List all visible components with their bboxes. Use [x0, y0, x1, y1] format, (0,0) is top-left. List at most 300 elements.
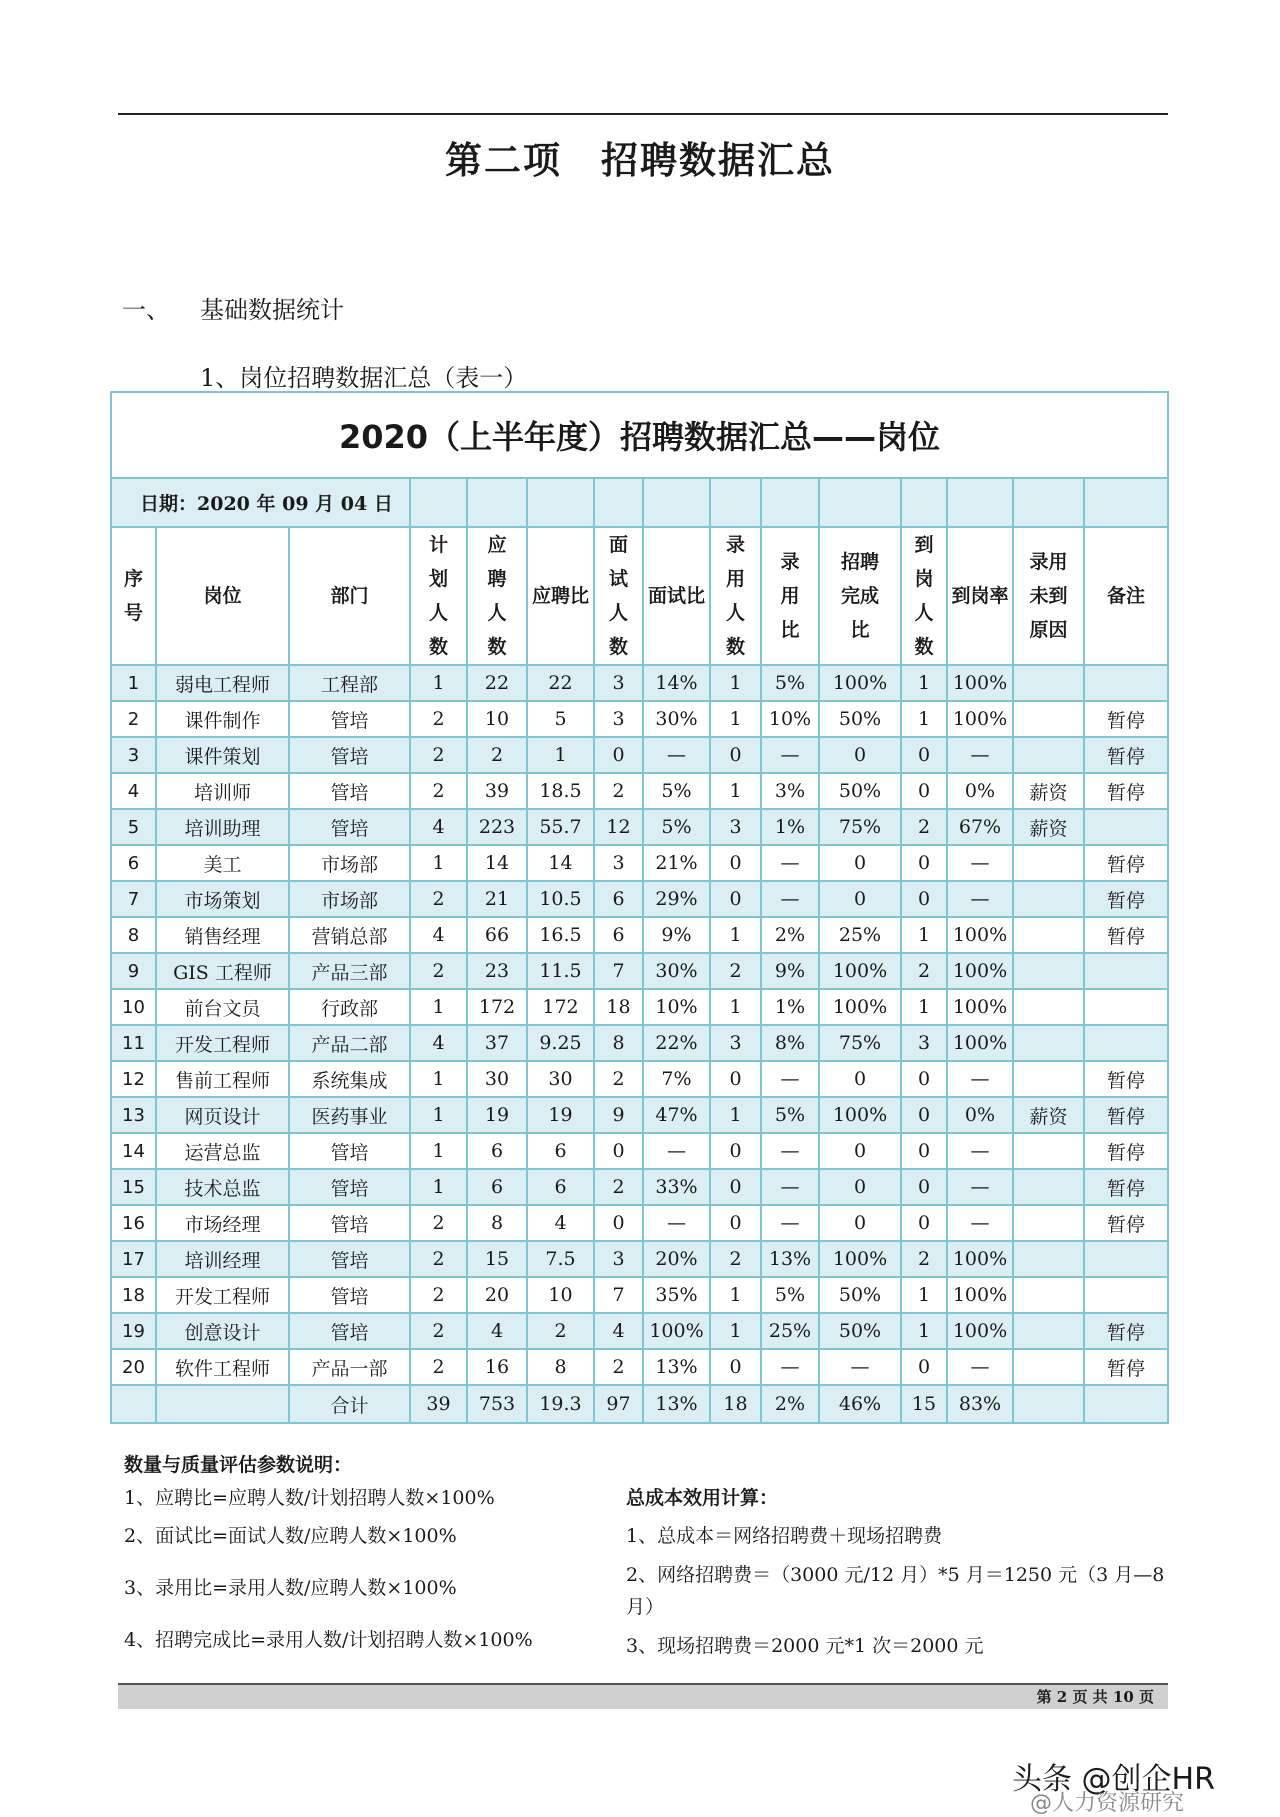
table-cell: 100%	[819, 665, 901, 701]
column-header: 招聘 完成 比	[819, 527, 901, 665]
table-cell: 技术总监	[156, 1169, 289, 1205]
table-cell: 17	[111, 1241, 156, 1277]
table-cell: 管培	[289, 701, 410, 737]
table-cell: 0	[901, 845, 947, 881]
table-cell	[1013, 1313, 1084, 1349]
table-cell: 4	[594, 1313, 643, 1349]
column-header: 岗位	[156, 527, 289, 665]
table-cell: 1	[901, 989, 947, 1025]
table-date: 日期：2020 年 09 月 04 日	[111, 478, 410, 527]
table-cell: 5%	[761, 665, 819, 701]
table-cell: 0	[819, 845, 901, 881]
table-cell: 2	[594, 1169, 643, 1205]
table-cell	[1084, 1025, 1168, 1061]
table-cell: 4	[527, 1205, 594, 1241]
table-cell: 172	[467, 989, 527, 1025]
table-cell: 50%	[819, 701, 901, 737]
table-cell: 0%	[947, 1097, 1013, 1133]
table-cell: 3	[901, 1025, 947, 1061]
table-cell: 0	[710, 1349, 761, 1385]
table-cell: 100%	[947, 1025, 1013, 1061]
table-row	[111, 1241, 1168, 1277]
table-cell: 暂停	[1084, 1313, 1168, 1349]
table-cell	[1084, 1277, 1168, 1313]
table-cell: 2	[410, 1205, 467, 1241]
table-cell: 18.5	[527, 773, 594, 809]
table-cell: —	[643, 1133, 710, 1169]
table-cell: 2	[111, 701, 156, 737]
table-cell: 软件工程师	[156, 1349, 289, 1385]
table-cell	[1084, 1241, 1168, 1277]
table-cell: 22	[527, 665, 594, 701]
table-cell: 9.25	[527, 1025, 594, 1061]
table-row	[111, 917, 1168, 953]
recruitment-table-wrapper	[110, 391, 1167, 1424]
column-header: 备注	[1084, 527, 1168, 665]
table-cell: 33%	[643, 1169, 710, 1205]
table-cell: 4	[410, 917, 467, 953]
watermark: 头条 @创企HR	[1012, 1762, 1215, 1797]
table-cell: 172	[527, 989, 594, 1025]
table-cell	[1013, 1025, 1084, 1061]
table-cell: 7	[111, 881, 156, 917]
table-cell: 14	[467, 845, 527, 881]
table-cell: 25%	[819, 917, 901, 953]
table-cell: 100%	[819, 1097, 901, 1133]
table-cell: 薪资	[1013, 1097, 1084, 1133]
table-cell: —	[761, 1205, 819, 1241]
table-cell: —	[761, 881, 819, 917]
table-cell: 市场部	[289, 845, 410, 881]
table-cell: 10	[111, 989, 156, 1025]
table-cell: 薪资	[1013, 809, 1084, 845]
table-cell: 0	[710, 881, 761, 917]
table-cell: 100%	[819, 989, 901, 1025]
note-item: 4、招聘完成比=录用人数/计划招聘人数×100%	[124, 1629, 533, 1651]
table-cell: 29%	[643, 881, 710, 917]
note-item: 3、录用比=录用人数/应聘人数×100%	[124, 1577, 457, 1599]
top-rule	[118, 113, 1168, 115]
table-cell	[1013, 845, 1084, 881]
table-cell	[1013, 953, 1084, 989]
header-row	[111, 527, 1168, 665]
table-cell: 管培	[289, 1169, 410, 1205]
cost-notes	[626, 1483, 1186, 1658]
table-cell: 39	[467, 773, 527, 809]
table-row	[111, 1277, 1168, 1313]
table-cell: 管培	[289, 1205, 410, 1241]
table-cell: 1	[410, 845, 467, 881]
table-cell: 暂停	[1084, 1169, 1168, 1205]
table-cell: —	[761, 1061, 819, 1097]
table-cell: 5	[111, 809, 156, 845]
table-row	[111, 845, 1168, 881]
table-cell: 10%	[761, 701, 819, 737]
table-cell: —	[947, 1133, 1013, 1169]
table-cell: 课件制作	[156, 701, 289, 737]
table-cell: 100%	[947, 917, 1013, 953]
table-cell: 1	[410, 1133, 467, 1169]
table-cell: —	[761, 737, 819, 773]
subsection-heading: 1、岗位招聘数据汇总（表一）	[200, 364, 528, 392]
table-cell: 0	[901, 881, 947, 917]
table-cell: 7%	[643, 1061, 710, 1097]
column-header: 序 号	[111, 527, 156, 665]
table-cell: 前台文员	[156, 989, 289, 1025]
table-cell: 25%	[761, 1313, 819, 1349]
table-cell: 6	[594, 917, 643, 953]
table-cell: 0	[819, 1205, 901, 1241]
table-cell: 3	[594, 845, 643, 881]
table-cell: 12	[111, 1061, 156, 1097]
table-cell	[1013, 881, 1084, 917]
table-cell: 21	[467, 881, 527, 917]
table-cell: 37	[467, 1025, 527, 1061]
table-cell	[1013, 989, 1084, 1025]
table-cell: 管培	[289, 773, 410, 809]
column-header: 应聘比	[527, 527, 594, 665]
table-cell: 2	[594, 773, 643, 809]
table-cell: 薪资	[1013, 773, 1084, 809]
table-cell: —	[643, 737, 710, 773]
section-heading	[122, 290, 344, 325]
table-cell: 3	[594, 701, 643, 737]
table-cell: 67%	[947, 809, 1013, 845]
column-header: 面试比	[643, 527, 710, 665]
table-cell: 暂停	[1084, 1061, 1168, 1097]
table-cell: 暂停	[1084, 701, 1168, 737]
table-cell: 47%	[643, 1097, 710, 1133]
table-cell: 3	[710, 809, 761, 845]
table-cell: 0	[819, 1169, 901, 1205]
table-cell: 19	[111, 1313, 156, 1349]
table-cell: —	[947, 1205, 1013, 1241]
table-cell: 20%	[643, 1241, 710, 1277]
table-cell: 0	[901, 773, 947, 809]
table-cell: 22	[467, 665, 527, 701]
table-cell	[1084, 665, 1168, 701]
recruitment-table	[110, 391, 1169, 1424]
table-row	[111, 953, 1168, 989]
table-cell: 15	[467, 1241, 527, 1277]
column-header: 部门	[289, 527, 410, 665]
table-cell: 1	[527, 737, 594, 773]
table-cell: 50%	[819, 773, 901, 809]
note-item: 1、总成本＝网络招聘费＋现场招聘费	[626, 1525, 943, 1547]
table-cell: 3	[594, 665, 643, 701]
table-cell: 网页设计	[156, 1097, 289, 1133]
table-cell: 1	[710, 1277, 761, 1313]
table-cell: 50%	[819, 1313, 901, 1349]
table-cell	[1013, 1133, 1084, 1169]
table-cell: 2	[410, 881, 467, 917]
table-cell: 1	[410, 989, 467, 1025]
table-cell: 11.5	[527, 953, 594, 989]
table-cell: 7.5	[527, 1241, 594, 1277]
table-cell: 0	[901, 1349, 947, 1385]
table-cell: 1	[111, 665, 156, 701]
section-label: 基础数据统计	[200, 296, 344, 324]
table-cell: 1	[410, 1169, 467, 1205]
table-row	[111, 665, 1168, 701]
table-cell: 培训师	[156, 773, 289, 809]
table-cell: 0	[594, 1133, 643, 1169]
table-cell	[1013, 701, 1084, 737]
table-cell: —	[761, 1169, 819, 1205]
table-cell: 5%	[643, 773, 710, 809]
table-cell: 0	[901, 1205, 947, 1241]
table-cell: 100%	[947, 665, 1013, 701]
table-cell: 2	[527, 1313, 594, 1349]
table-cell: 管培	[289, 737, 410, 773]
table-row	[111, 1313, 1168, 1349]
total-cell: 46%	[819, 1385, 901, 1423]
column-header: 应 聘 人 数	[467, 527, 527, 665]
table-cell: 30	[467, 1061, 527, 1097]
table-cell: 0	[901, 737, 947, 773]
cost-notes-heading: 总成本效用计算：	[626, 1487, 779, 1509]
table-cell: 5%	[761, 1277, 819, 1313]
table-cell: 1	[901, 701, 947, 737]
table-row	[111, 1097, 1168, 1133]
table-cell: 13%	[761, 1241, 819, 1277]
table-cell: 6	[527, 1169, 594, 1205]
table-cell: —	[947, 1169, 1013, 1205]
table-cell: 培训助理	[156, 809, 289, 845]
table-cell: 1%	[761, 989, 819, 1025]
table-cell: 售前工程师	[156, 1061, 289, 1097]
table-cell: —	[819, 1349, 901, 1385]
table-cell: 20	[111, 1349, 156, 1385]
table-cell: —	[947, 845, 1013, 881]
table-cell: 7	[594, 953, 643, 989]
table-cell: 16.5	[527, 917, 594, 953]
table-cell: 培训经理	[156, 1241, 289, 1277]
table-cell: GIS 工程师	[156, 953, 289, 989]
total-cell	[156, 1385, 289, 1423]
date-row	[111, 478, 1168, 527]
page-title: 第二项 招聘数据汇总	[445, 138, 835, 182]
table-cell: 2	[410, 1313, 467, 1349]
table-cell: 1%	[761, 809, 819, 845]
table-cell: 6	[467, 1169, 527, 1205]
table-cell: 8%	[761, 1025, 819, 1061]
total-row	[111, 1385, 1168, 1423]
table-cell: 暂停	[1084, 1349, 1168, 1385]
table-cell: 100%	[947, 989, 1013, 1025]
table-cell: 9	[594, 1097, 643, 1133]
table-cell: 市场策划	[156, 881, 289, 917]
total-cell: 13%	[643, 1385, 710, 1423]
table-cell: 11	[111, 1025, 156, 1061]
table-row	[111, 989, 1168, 1025]
table-cell: 行政部	[289, 989, 410, 1025]
table-row	[111, 773, 1168, 809]
table-cell: 0	[819, 1133, 901, 1169]
total-cell	[1013, 1385, 1084, 1423]
quality-notes-heading: 数量与质量评估参数说明：	[124, 1454, 353, 1476]
table-cell	[1013, 917, 1084, 953]
table-cell: 9%	[643, 917, 710, 953]
table-cell: 0	[901, 1097, 947, 1133]
total-cell: 83%	[947, 1385, 1013, 1423]
note-item: 3、现场招聘费＝2000 元*1 次＝2000 元	[626, 1635, 984, 1657]
table-cell: 1	[710, 773, 761, 809]
table-cell	[1013, 1169, 1084, 1205]
table-cell: 暂停	[1084, 1097, 1168, 1133]
total-cell	[111, 1385, 156, 1423]
table-cell: 75%	[819, 809, 901, 845]
total-cell: 19.3	[527, 1385, 594, 1423]
table-cell: 22%	[643, 1025, 710, 1061]
table-cell: 0	[710, 845, 761, 881]
table-row	[111, 1061, 1168, 1097]
table-cell: —	[947, 1061, 1013, 1097]
table-cell: 医药事业	[289, 1097, 410, 1133]
table-cell: 1	[710, 989, 761, 1025]
table-row	[111, 881, 1168, 917]
table-cell: 0	[710, 737, 761, 773]
table-cell: 10%	[643, 989, 710, 1025]
table-cell: 弱电工程师	[156, 665, 289, 701]
table-cell: 19	[467, 1097, 527, 1133]
table-cell: —	[761, 1133, 819, 1169]
table-cell: 销售经理	[156, 917, 289, 953]
table-cell	[1084, 809, 1168, 845]
total-cell	[1084, 1385, 1168, 1423]
table-cell: 0	[901, 1061, 947, 1097]
table-cell: 15	[111, 1169, 156, 1205]
table-cell: —	[761, 1349, 819, 1385]
table-cell: 0	[710, 1133, 761, 1169]
table-cell: 暂停	[1084, 881, 1168, 917]
table-cell: 2	[901, 809, 947, 845]
table-row	[111, 1133, 1168, 1169]
column-header: 到 岗 人 数	[901, 527, 947, 665]
table-cell: 8	[594, 1025, 643, 1061]
column-header: 计 划 人 数	[410, 527, 467, 665]
table-cell: 5%	[761, 1097, 819, 1133]
table-row	[111, 701, 1168, 737]
table-cell: 10	[467, 701, 527, 737]
table-cell	[1013, 665, 1084, 701]
note-item: 2、网络招聘费＝（3000 元/12 月）*5 月＝1250 元（3 月—8 月）	[626, 1564, 1165, 1618]
table-cell: 暂停	[1084, 773, 1168, 809]
table-cell: 暂停	[1084, 1205, 1168, 1241]
table-cell: 1	[710, 1097, 761, 1133]
table-cell: 0	[819, 1061, 901, 1097]
table-cell: 8	[527, 1349, 594, 1385]
table-row	[111, 809, 1168, 845]
table-cell: 18	[594, 989, 643, 1025]
table-cell: 55.7	[527, 809, 594, 845]
table-cell: 1	[901, 917, 947, 953]
table-cell: 0	[594, 737, 643, 773]
table-cell: 14	[527, 845, 594, 881]
table-cell: 16	[467, 1349, 527, 1385]
table-cell	[1013, 1061, 1084, 1097]
table-cell: 13	[111, 1097, 156, 1133]
table-cell: 0	[710, 1169, 761, 1205]
note-item: 1、应聘比=应聘人数/计划招聘人数×100%	[124, 1487, 495, 1509]
table-cell: 2	[410, 773, 467, 809]
note-item: 2、面试比=面试人数/应聘人数×100%	[124, 1525, 457, 1547]
column-header: 录 用 人 数	[710, 527, 761, 665]
table-cell: 18	[111, 1277, 156, 1313]
table-cell: 0	[710, 1205, 761, 1241]
table-cell: 14	[111, 1133, 156, 1169]
total-cell: 15	[901, 1385, 947, 1423]
table-cell: 0	[901, 1133, 947, 1169]
table-cell: 4	[111, 773, 156, 809]
table-cell: 5	[527, 701, 594, 737]
table-cell: 1	[710, 701, 761, 737]
table-cell: 暂停	[1084, 845, 1168, 881]
table-cell: 1	[901, 1277, 947, 1313]
table-cell: 1	[710, 665, 761, 701]
table-cell: 16	[111, 1205, 156, 1241]
table-cell: 100%	[819, 953, 901, 989]
table-cell: 暂停	[1084, 917, 1168, 953]
table-cell: 开发工程师	[156, 1277, 289, 1313]
total-cell: 2%	[761, 1385, 819, 1423]
table-cell: 2	[594, 1061, 643, 1097]
table-cell: 暂停	[1084, 1133, 1168, 1169]
table-cell: 14%	[643, 665, 710, 701]
table-cell: 66	[467, 917, 527, 953]
table-cell: 20	[467, 1277, 527, 1313]
table-cell: 6	[467, 1133, 527, 1169]
table-cell: 8	[467, 1205, 527, 1241]
page-number: 第 2 页 共 10 页	[1036, 1688, 1154, 1706]
table-cell: 管培	[289, 809, 410, 845]
table-cell: 课件策划	[156, 737, 289, 773]
table-cell: 1	[410, 665, 467, 701]
table-cell: 100%	[947, 953, 1013, 989]
table-cell: 3	[594, 1241, 643, 1277]
table-cell: 9	[111, 953, 156, 989]
table-cell: 产品三部	[289, 953, 410, 989]
table-cell: 4	[410, 809, 467, 845]
table-cell	[1084, 953, 1168, 989]
table-row	[111, 1205, 1168, 1241]
table-title: 2020（上半年度）招聘数据汇总——岗位	[111, 392, 1168, 478]
table-cell: 工程部	[289, 665, 410, 701]
table-cell: 6	[111, 845, 156, 881]
table-cell: 100%	[947, 1241, 1013, 1277]
table-cell: —	[947, 1349, 1013, 1385]
table-cell: 8	[111, 917, 156, 953]
column-header: 录用 未到 原因	[1013, 527, 1084, 665]
table-cell: 2	[467, 737, 527, 773]
table-cell: 2	[710, 1241, 761, 1277]
table-cell: 21%	[643, 845, 710, 881]
table-cell: 市场经理	[156, 1205, 289, 1241]
table-cell: 开发工程师	[156, 1025, 289, 1061]
table-cell: —	[947, 881, 1013, 917]
table-cell: 9%	[761, 953, 819, 989]
table-cell: 5%	[643, 809, 710, 845]
total-cell: 18	[710, 1385, 761, 1423]
table-cell	[1084, 989, 1168, 1025]
table-cell: 2	[410, 1349, 467, 1385]
table-cell: 管培	[289, 1133, 410, 1169]
table-cell: 2	[901, 953, 947, 989]
table-row	[111, 1169, 1168, 1205]
section-number: 一、	[122, 296, 170, 324]
table-cell: 管培	[289, 1313, 410, 1349]
table-cell: 0%	[947, 773, 1013, 809]
